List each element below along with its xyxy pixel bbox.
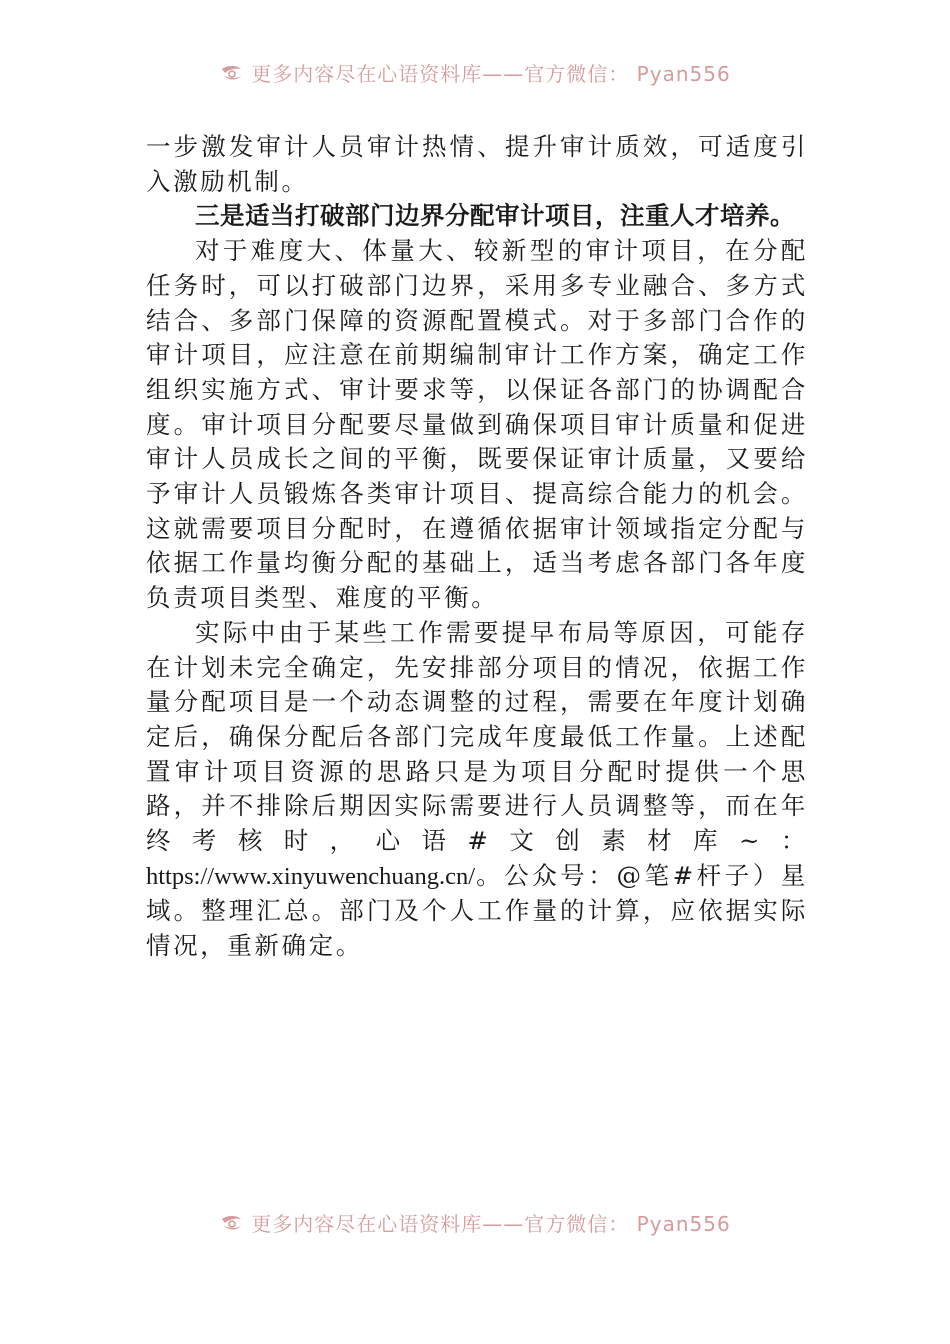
- paragraph-adjustment-text-a: 实际中由于某些工作需要提早布局等原因，可能存在计划未完全确定，先安排部分项目的情况，依据工作量分配项目是一个动态调整的过程，需要在年度计划确定后，确保分配后各部门完成年度最低工作量。上述配置审计项目资源的思路只是为项目分配时提供一个思路，并不排除后期因实际需要进行人员调整等，而在年终考核时，心语#文创素材库~：: [146, 617, 808, 856]
- website-link[interactable]: https://www.xinyuwenchuang.cn/: [146, 862, 476, 890]
- section-heading: 三是适当打破部门边界分配审计项目，注重人才培养。: [195, 201, 795, 231]
- watermark-text: 更多内容尽在心语资料库——官方微信： Pyan556: [251, 62, 731, 86]
- logo-icon: [219, 1213, 245, 1235]
- watermark-text: 更多内容尽在心语资料库——官方微信： Pyan556: [251, 1212, 731, 1236]
- document-body: [146, 130, 808, 964]
- header-watermark: [0, 58, 950, 87]
- logo-icon: [219, 63, 245, 85]
- paragraph-continuation: 一步激发审计人员审计热情、提升审计质效，可适度引入激励机制。: [146, 132, 808, 196]
- footer-watermark: [0, 1208, 950, 1237]
- paragraph-adjustment: [146, 616, 808, 964]
- paragraph-allocation: 对于难度大、体量大、较新型的审计项目，在分配任务时，可以打破部门边界，采用多专业融合、多方式结合、多部门保障的资源配置模式。对于多部门合作的审计项目，应注意在前期编制审计工作方案，确定工作组织实施方式、审计要求等，以保证各部门的协调配合度。审计项目分配要尽量做到确保项目审计质量和促进审计人员成长之间的平衡，既要保证审计质量，又要给予审计人员锻炼各类审计项目、提高综合能力的机会。这就需要项目分配时，在遵循依据审计领域指定分配与依据工作量均衡分配的基础上，适当考虑各部门各年度负责项目类型、难度的平衡。: [146, 236, 808, 613]
- paragraph-adjustment-text-b: 。公众号：@笔#杆子）星域。整理汇总。部门及个人工作量的计算，应依据实际情况，重新确定。: [146, 860, 808, 961]
